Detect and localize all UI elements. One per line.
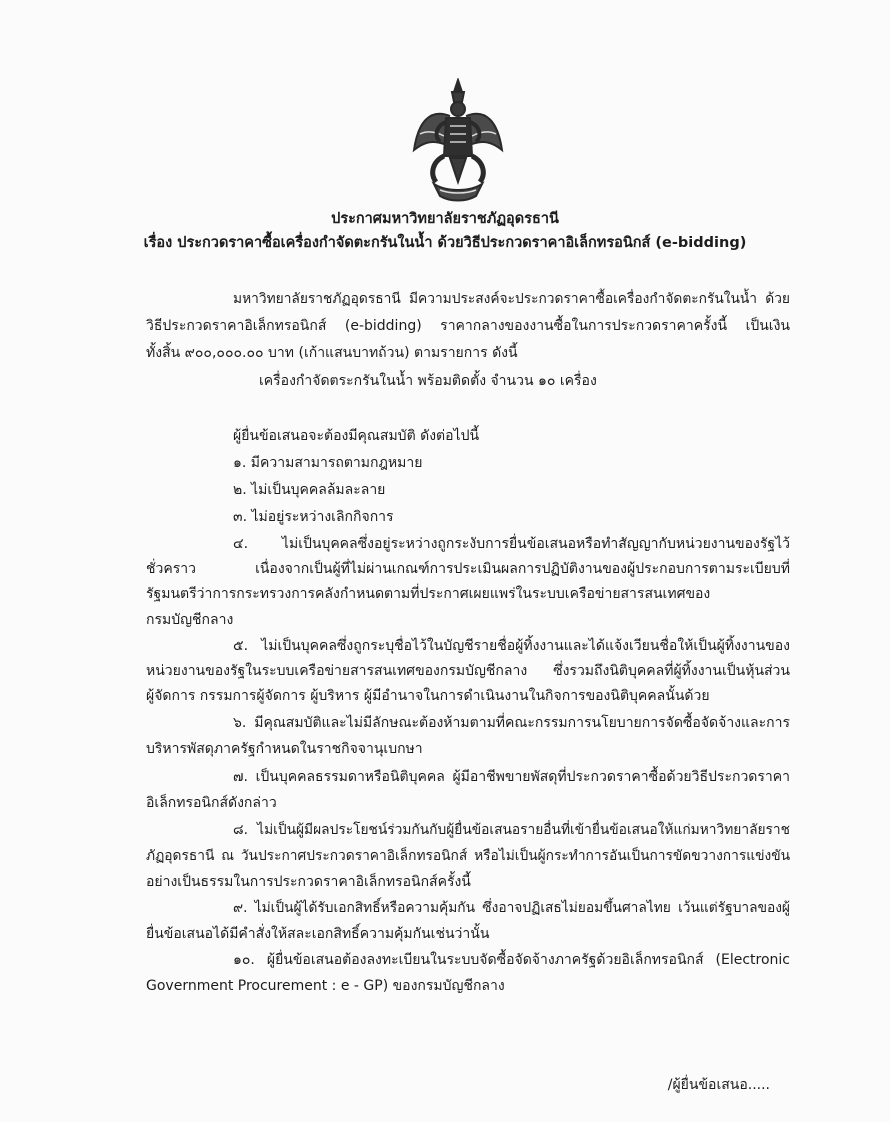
qualification-line: ๑๐. ผู้ยื่นข้อเสนอต้องลงทะเบียนในระบบจัดซื้อจัดจ้างภาครัฐด้วยอิเล็กทรอนิกส์ (Electronic	[233, 952, 790, 968]
qualification-line: อิเล็กทรอนิกส์ดังกล่าว	[146, 795, 277, 811]
qualification-line: ๙. ไม่เป็นผู้ได้รับเอกสิทธิ์หรือความคุ้มกัน ซึ่งอาจปฏิเสธไม่ยอมขึ้นศาลไทย เว้นแต่รัฐบาลของผู้	[233, 900, 790, 916]
qualification-line: ภัฏอุดรธานี ณ วันประกาศประกวดราคาอิเล็กทรอนิกส์ หรือไม่เป็นผู้กระทำการอันเป็นการขัดขวางการแข่งขัน	[146, 848, 790, 864]
qualification-line: บริหารพัสดุภาครัฐกำหนดในราชกิจจานุเบกษา	[146, 741, 423, 757]
qualification-line: ๘. ไม่เป็นผู้มีผลประโยชน์ร่วมกันกับผู้ยื่นข้อเสนอรายอื่นที่เข้ายื่นข้อเสนอให้แก่มหาวิทยาลัยราช	[233, 822, 790, 838]
intro-line: ทั้งสิ้น ๙๐๐,๐๐๐.๐๐ บาท (เก้าแสนบาทถ้วน) ตามรายการ ดังนี้	[146, 345, 518, 361]
qualifications-heading: ผู้ยื่นข้อเสนอจะต้องมีคุณสมบัติ ดังต่อไปนี้	[233, 428, 480, 444]
announcement-title: ประกาศมหาวิทยาลัยราชภัฏอุดรธานี	[331, 211, 559, 227]
announcement-subject: เรื่อง ประกวดราคาซื้อเครื่องกำจัดตะกรันในน้ำ ด้วยวิธีประกวดราคาอิเล็กทรอนิกส์ (e-bidding)	[143, 235, 747, 251]
qualification-line: ๔. ไม่เป็นบุคคลซึ่งอยู่ระหว่างถูกระงับการยื่นข้อเสนอหรือทำสัญญากับหน่วยงานของรัฐไว้	[233, 536, 790, 552]
qualification-line: ผู้จัดการ กรรมการผู้จัดการ ผู้บริหาร ผู้มีอำนาจในการดำเนินงานในกิจการของนิติบุคคลนั้นด้วย	[146, 688, 710, 704]
qualification-line: กรมบัญชีกลาง	[146, 612, 234, 628]
qualification-line: รัฐมนตรีว่าการกระทรวงการคลังกำหนดตามที่ประกาศเผยแพร่ในระบบเครือข่ายสารสนเทศของ	[146, 586, 711, 602]
qualification-line: ๕. ไม่เป็นบุคคลซึ่งถูกระบุชื่อไว้ในบัญชีรายชื่อผู้ทิ้งงานและได้แจ้งเวียนชื่อให้เป็นผู้ทิ้งงานของ	[233, 638, 790, 654]
procurement-item: เครื่องกำจัดตระกรันในน้ำ พร้อมติดตั้ง จำนวน ๑๐ เครื่อง	[259, 373, 597, 389]
qualification-line: หน่วยงานของรัฐในระบบเครือข่ายสารสนเทศของกรมบัญชีกลาง ซึ่งรวมถึงนิติบุคคลที่ผู้ทิ้งงานเป็นหุ้นส่วน	[146, 663, 790, 679]
qualification-line: ๗. เป็นบุคคลธรรมดาหรือนิติบุคคล ผู้มีอาชีพขายพัสดุที่ประกวดราคาซื้อด้วยวิธีประกวดราคา	[233, 769, 790, 785]
intro-line: วิธีประกวดราคาอิเล็กทรอนิกส์ (e-bidding) ราคากลางของงานซื้อในการประกวดราคาครั้งนี้ เป็นเงิน	[146, 318, 790, 334]
intro-line: มหาวิทยาลัยราชภัฏอุดรธานี มีความประสงค์จะประกวดราคาซื้อเครื่องกำจัดตะกรันในน้ำ ด้วย	[233, 291, 790, 307]
qualification-line: ชั่วคราว เนื่องจากเป็นผู้ที่ไม่ผ่านเกณฑ์การประเมินผลการปฏิบัติงานของผู้ประกอบการตามระเบียบที่	[146, 561, 790, 577]
qualification-line: Government Procurement : e - GP) ของกรมบัญชีกลาง	[146, 978, 505, 994]
qualification-line: ๑. มีความสามารถตามกฎหมาย	[233, 455, 423, 471]
continuation-note: /ผู้ยื่นข้อเสนอ.....	[667, 1077, 770, 1093]
qualification-line: ๓. ไม่อยู่ระหว่างเลิกกิจการ	[233, 509, 394, 525]
garuda-emblem-icon	[410, 78, 506, 204]
qualification-line: ยื่นข้อเสนอได้มีคำสั่งให้สละเอกสิทธิ์ความคุ้มกันเช่นว่านั้น	[146, 926, 490, 942]
qualification-line: ๖. มีคุณสมบัติและไม่มีลักษณะต้องห้ามตามที่คณะกรรมการนโยบายการจัดซื้อจัดจ้างและการ	[233, 715, 790, 731]
qualification-line: ๒. ไม่เป็นบุคคลล้มละลาย	[233, 482, 386, 498]
qualification-line: อย่างเป็นธรรมในการประกวดราคาอิเล็กทรอนิกส์ครั้งนี้	[146, 874, 471, 890]
